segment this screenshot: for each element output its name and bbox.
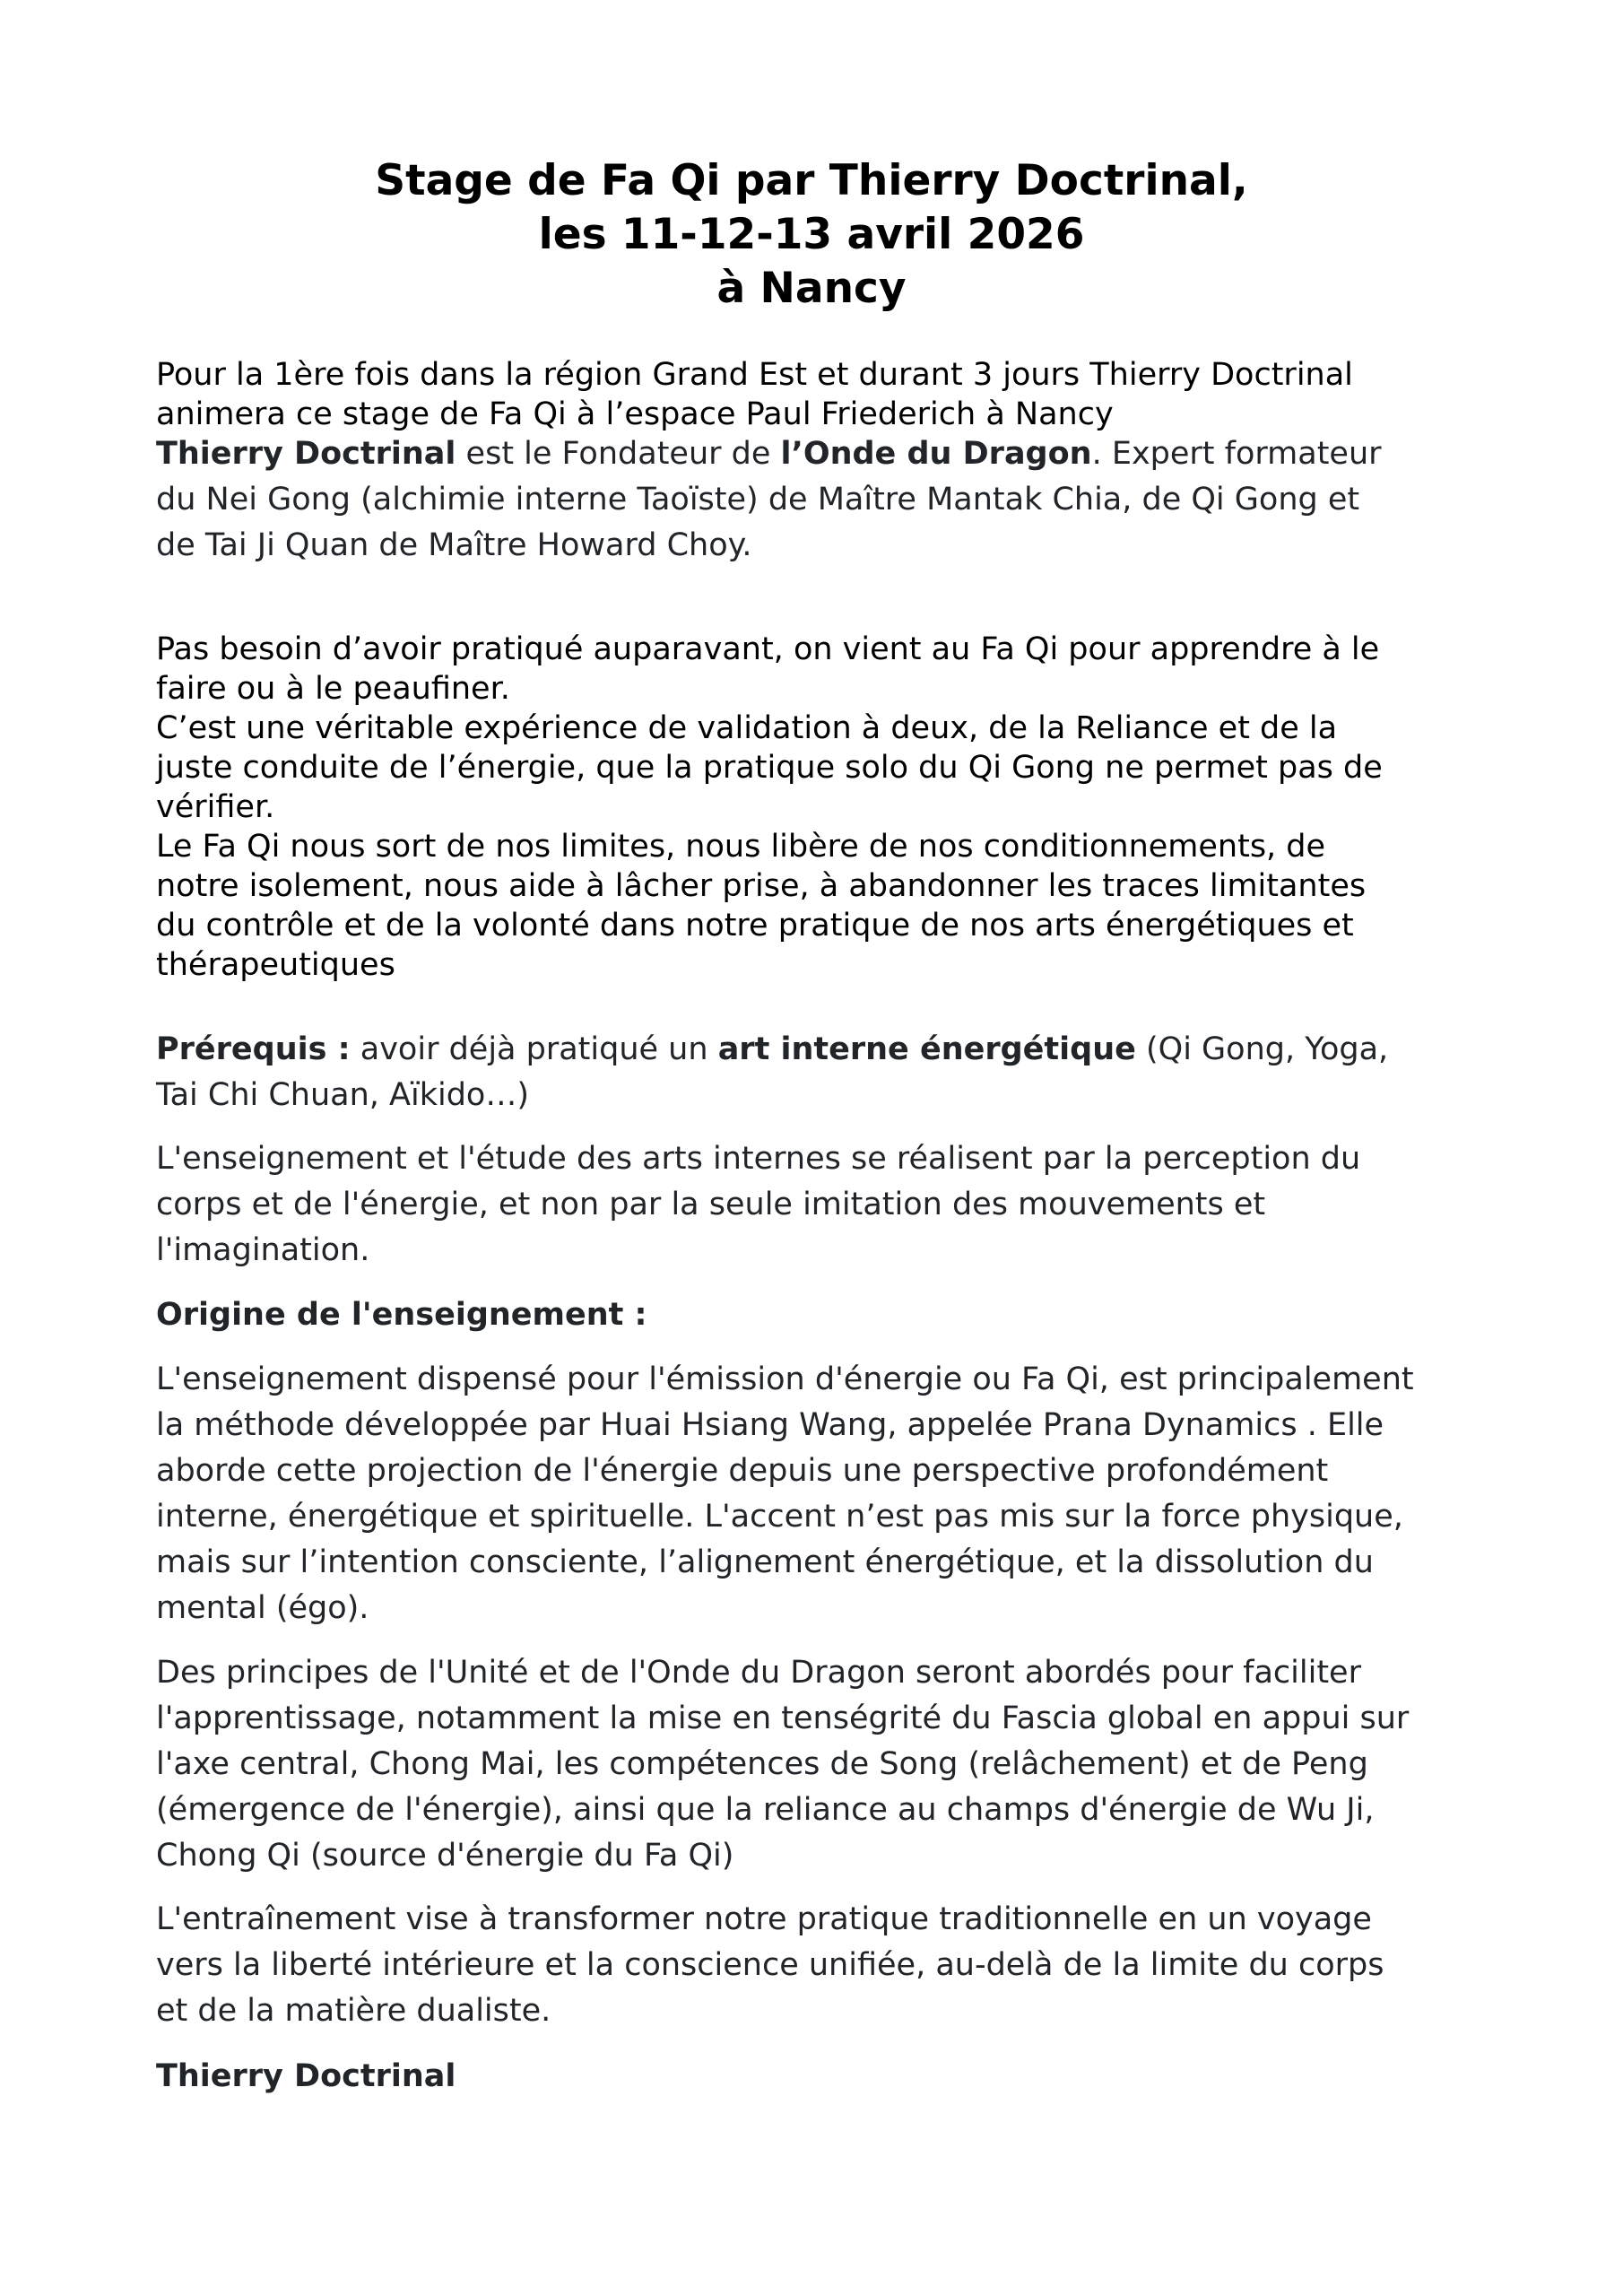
teaching-paragraph: L'enseignement et l'étude des arts internes se réalisent par la perception du corps et de l'énergie, et non par la seule imitation des mouvements et l'imagination. <box>156 1141 1361 1268</box>
prerequisites-emphasis: art interne énergétique <box>717 1031 1136 1067</box>
intro-paragraph: Pour la 1ère fois dans la région Grand Est et durant 3 jours Thierry Doctrinal animera ce stage de Fa Qi à l’espace Paul Friederich à Nancy <box>156 357 1353 432</box>
training-paragraph: L'entraînement vise à transformer notre pratique traditionnelle en un voyage vers la liberté intérieure et la conscience unifiée, au-delà de la limite du corps et de la matière dualiste. <box>156 1901 1384 2029</box>
organization-name: l’Onde du Dragon <box>780 436 1092 472</box>
page-title <box>0 154 1623 316</box>
title-line: les 11-12-13 avril 2026 <box>538 210 1085 259</box>
origin-heading: Origine de l'enseignement : <box>156 1297 647 1333</box>
signature: Thierry Doctrinal <box>156 2058 456 2094</box>
principles-paragraph: Des principes de l'Unité et de l'Onde du Dragon seront abordés pour faciliter l'apprentissage, notamment la mise en tenségrité du Fascia global en appui sur l'axe central, Chong Mai, les compétences de Song (relâchement) et de Peng (émergence de l'énergie), ainsi que la reliance au champs d'énergie de Wu Ji, Chong Qi (source d'énergie du Fa Qi) <box>156 1655 1410 1874</box>
origin-paragraph: L'enseignement dispensé pour l'émission d'énergie ou Fa Qi, est principalement la méthode développée par Huai Hsiang Wang, appelée Prana Dynamics . Elle aborde cette projection de l'énergie depuis une perspective profondément interne, énergétique et spirituelle. L'accent n’est pas mis sur la force physique, mais sur l’intention consciente, l’alignement énergétique, et la dissolution du mental (égo). <box>156 1361 1414 1626</box>
founder-name: Thierry Doctrinal <box>156 436 456 472</box>
experience-paragraph: Pas besoin d’avoir pratiqué auparavant, on vient au Fa Qi pour apprendre à le faire ou à le peaufiner. C’est une véritable expérience de validation à deux, de la Reliance et de la juste conduite de l’énergie, que la pratique solo du Qi Gong ne permet pas de vérifier. Le Fa Qi nous sort de nos limites, nous libère de nos conditionnements, de notre isolement, nous aide à lâcher prise, à abandonner les traces limitantes du contrôle et de la volonté dans notre pratique de nos arts énergétiques et thérapeutiques <box>156 631 1383 983</box>
prerequisites-label: Prérequis : <box>156 1031 351 1067</box>
title-line: Stage de Fa Qi par Thierry Doctrinal, <box>375 156 1248 205</box>
founder-paragraph: Thierry Doctrinal est le Fondateur de l’Onde du Dragon. Expert formateur du Nei Gong (alchimie interne Taoïste) de Maître Mantak Chia, de Qi Gong et de Tai Ji Quan de Maître Howard Choy. <box>156 436 1382 563</box>
title-line: à Nancy <box>716 264 907 313</box>
prerequisites-paragraph: Prérequis : avoir déjà pratiqué un art interne énergétique (Qi Gong, Yoga, Tai Chi Chuan, Aïkido…) <box>156 1031 1389 1113</box>
